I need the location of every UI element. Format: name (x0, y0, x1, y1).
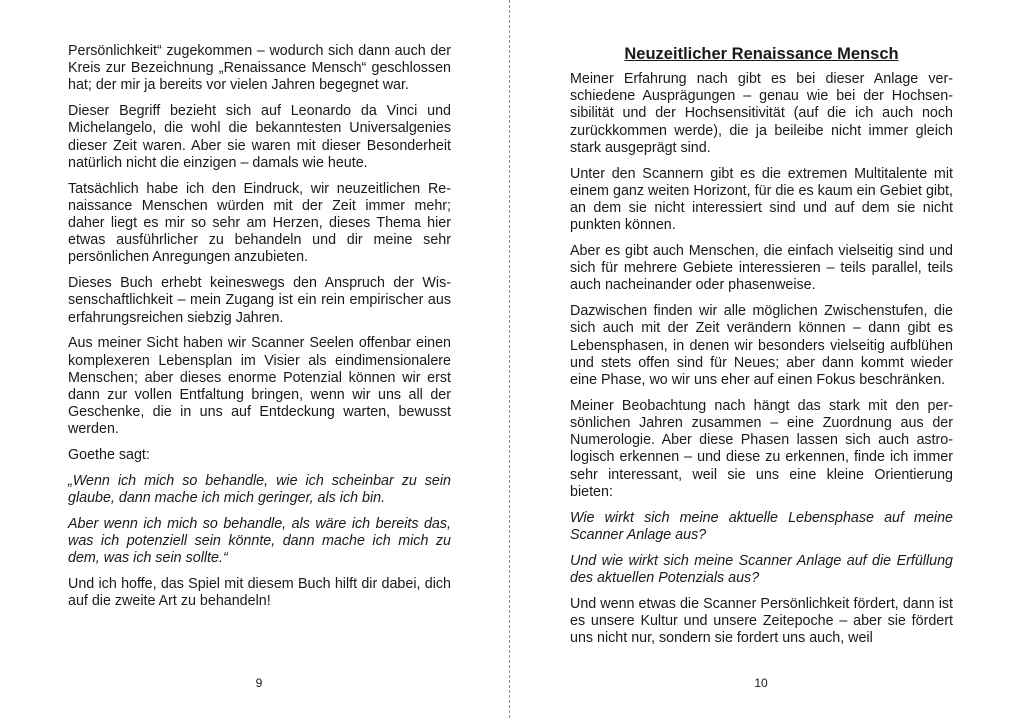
question: Wie wirkt sich meine aktuelle Lebensphase auf meine Scanner Anlage aus? (570, 509, 953, 543)
page-number: 9 (255, 676, 263, 690)
paragraph: Dazwischen finden wir alle möglichen Zwischenstufen, die sich auch mit der Zeit verändern können – dann gibt es Lebensphasen, in denen wir besonders vielseitig aufblühen und stets offen sind für Neues; aber dann kommt wieder eine Phase, wo wir uns eher auf einen Fokus beschränken. (570, 303, 953, 389)
page-number: 10 (754, 676, 768, 690)
paragraph: Dieses Buch erhebt keineswegs den Anspruch der Wissenschaftlichkeit – mein Zugang ist ein rein empirischer aus erfahrungsreichen siebzig Jahren. (68, 275, 451, 326)
right-page-body (570, 71, 953, 656)
paragraph: Meiner Erfahrung nach gibt es bei dieser Anlage verschiedene Ausprägungen – genau wie bei der Hochsensibilität und der Hochsensitivität (auf die ich auch noch zurückkommen werde), die ja beileibe nicht immer gleich stark ausgeprägt sind. (570, 71, 953, 156)
paragraph: Aus meiner Sicht haben wir Scanner Seelen offenbar einen komplexeren Lebensplan im Visier als eindimensionalere Menschen; aber dieses enorme Potenzial können wir erst dann zur vollen Entfaltung bringen, wenn wir uns all der Geschenke, die in uns auf Entdeckung warten, bewusst werden. (68, 335, 451, 438)
paragraph: Meiner Beobachtung nach hängt das stark mit den persönlichen Jahren zusammen – eine Zuordnung aus der Numerologie. Aber diese Phasen lassen sich auch astrologisch erkennen – und diese zu erkennen, finde ich immer sehr interessant, weil sie uns eine kleine Orientierung bieten: (570, 397, 953, 500)
paragraph: Persönlichkeit“ zugekommen – wodurch sich dann auch der Kreis zur Bezeichnung „Renaissance Mensch“ geschlossen hat; der mir ja bereits vor vielen Jahren begegnet war. (68, 43, 451, 94)
paragraph: Aber es gibt auch Menschen, die einfach vielseitig sind und sich für mehrere Gebiete interessieren – teils parallel, teils auch nacheinander oder phasenweise. (570, 243, 953, 294)
goethe-quote: „Wenn ich mich so behandle, wie ich scheinbar zu sein glaube, dann mache ich mich geringer, als ich bin. (68, 473, 451, 507)
chapter-heading: Neuzeitlicher Renaissance Mensch (624, 45, 899, 63)
paragraph: Tatsächlich habe ich den Eindruck, wir neuzeitlichen Renaissance Menschen würden mit der Zeit immer mehr; daher liegt es mir so sehr am Herzen, dieses Thema hier etwas ausführlicher zu behandeln und dir meine sehr persönlichen Anregungen anzubieten. (68, 180, 451, 266)
closing-paragraph: Und wenn etwas die Scanner Persönlichkeit fördert, dann ist es unsere Kultur und unsere Zeitepoche – aber sie fördert uns nicht nur, sondern sie fordert uns auch, weil (570, 595, 953, 647)
closing-paragraph: Und ich hoffe, das Spiel mit diesem Buch hilft dir dabei, dich auf die zweite Art zu behandeln! (68, 576, 451, 610)
right-page (510, 0, 1020, 718)
question: Und wie wirkt sich meine Scanner Anlage auf die Erfüllung des aktuellen Potenzials aus? (570, 552, 953, 586)
left-page-body (68, 43, 451, 619)
paragraph: Dieser Begriff bezieht sich auf Leonardo da Vinci und Michelangelo, die wohl die bekanntesten Universalgenies dieser Zeit waren. Aber sie waren mit dieser Besonderheit natürlich nicht die einzigen – damals wie heute. (68, 103, 451, 171)
goethe-quote: Aber wenn ich mich so behandle, als wäre ich bereits das, was ich potenziell sein könnte, dann mache ich mich zu dem, was ich sein sollte.“ (68, 516, 451, 567)
paragraph: Unter den Scannern gibt es die extremen Multitalente mit einem ganz weiten Horizont, für die es kaum ein Gebiet gibt, an dem sie nicht interessiert sind und auf dem sie nicht punkten können. (570, 165, 953, 234)
paragraph: Goethe sagt: (68, 447, 150, 464)
